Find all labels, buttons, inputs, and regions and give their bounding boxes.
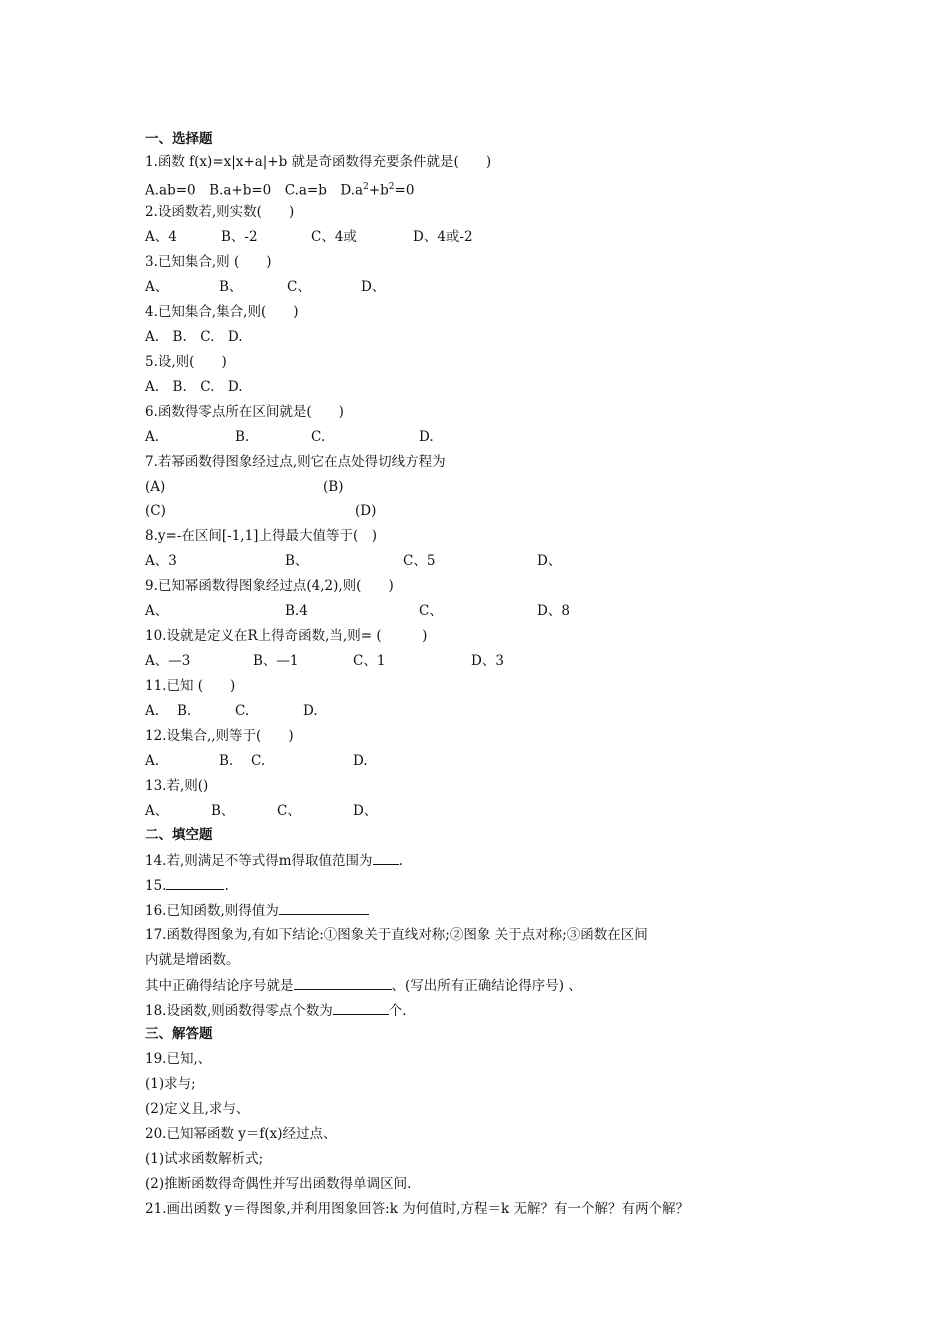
question-21: 21.画出函数 y＝得图象,并利用图象回答:k 为何值时,方程＝k 无解？有一个解？有两个解？ (145, 1201, 689, 1217)
question-13-option-d: D、 (353, 803, 378, 819)
question-6-option-b: B. (235, 429, 250, 445)
answer-blank (373, 851, 399, 865)
question-13: 13.若,则() (145, 778, 209, 794)
question-6-option-d: D. (419, 429, 434, 445)
question-9-option-b: B.4 (285, 603, 308, 619)
question-16: 16.已知函数,则得值为 (145, 901, 369, 920)
question-2-option-a: A、4 (145, 229, 177, 245)
question-10-option-b: B、—1 (253, 653, 299, 669)
question-8-option-d: D、 (537, 553, 562, 569)
question-12-option-d: D. (353, 753, 368, 769)
question-15: 15. . (145, 878, 229, 894)
question-10-option-a: A、—3 (145, 653, 191, 669)
question-11-option-c: C. (235, 703, 250, 719)
question-11-option-a: A. (145, 703, 160, 719)
question-1: 1.函数 f(x)=x|x+a|+b 就是奇函数得充要条件就是( ) (145, 154, 492, 170)
question-9-option-d: D、8 (537, 603, 570, 619)
question-1-options: A.ab=0 B.a+b=0 C.a=b $D.a^2+b^2=0$ (145, 182, 415, 199)
question-3: 3.已知集合,则 ( ) (145, 254, 272, 270)
question-17-line-3: 其中正确得结论序号就是 、(写出所有正确结论得序号) 、 (145, 978, 582, 994)
question-11: 11.已知 ( ) (145, 678, 236, 694)
question-2-option-b: B、-2 (221, 229, 258, 245)
question-19: 19.已知,、 (145, 1051, 212, 1067)
question-20: 20.已知幂函数 y＝f(x)经过点、 (145, 1126, 337, 1142)
question-3-option-a: A、 (145, 279, 169, 295)
question-7-option-c: (C) (145, 503, 166, 519)
question-5: 5.设,则( ) (145, 354, 227, 370)
question-2-option-c: C、4或 (311, 229, 357, 245)
question-19-part-1: (1)求与; (145, 1076, 196, 1092)
question-2: 2.设函数若,则实数( ) (145, 204, 295, 220)
question-20-part-1: (1)试求函数解析式; (145, 1151, 264, 1167)
question-8-option-c: C、5 (403, 553, 436, 569)
question-7: 7.若幂函数得图象经过点,则它在点处得切线方程为 (145, 454, 446, 470)
question-7-option-d: (D) (355, 503, 377, 519)
question-9: 9.已知幂函数得图象经过点(4,2),则( ) (145, 578, 394, 594)
question-20-part-2: (2)推断函数得奇偶性并写出函数得单调区间. (145, 1176, 412, 1192)
question-13-option-c: C、 (277, 803, 301, 819)
question-13-option-b: B、 (211, 803, 235, 819)
question-3-option-c: C、 (287, 279, 311, 295)
question-3-option-b: B、 (219, 279, 243, 295)
question-2-option-d: D、4或-2 (413, 229, 473, 245)
question-7-option-b: (B) (323, 479, 344, 495)
question-17-line-1: 17.函数得图象为,有如下结论:①图象关于直线对称;②图象 关于点对称;③函数在区间 (145, 927, 648, 943)
question-12: 12.设集合,,则等于( ) (145, 728, 294, 744)
question-13-option-a: A、 (145, 803, 169, 819)
question-7-option-a: (A) (145, 479, 166, 495)
question-9-option-a: A、 (145, 603, 169, 619)
question-14: 14.若,则满足不等式得m得取值范围为 . (145, 853, 403, 869)
question-3-option-d: D、 (361, 279, 386, 295)
question-12-option-b: B. (219, 753, 234, 769)
question-8-option-a: A、3 (145, 553, 177, 569)
section-heading-choice: 一、选择题 (145, 131, 213, 147)
question-12-option-c: C. (251, 753, 266, 769)
question-10-option-c: C、1 (353, 653, 386, 669)
question-4-options: A. B. C. D. (145, 329, 243, 345)
question-17-line-2: 内就是增函数。 (145, 952, 240, 968)
question-6: 6.函数得零点所在区间就是( ) (145, 404, 344, 420)
question-8-option-b: B、 (285, 553, 309, 569)
question-12-option-a: A. (145, 753, 160, 769)
question-18: 18.设函数,则函数得零点个数为 个. (145, 1003, 407, 1019)
question-6-option-a: A. (145, 429, 160, 445)
question-19-part-2: (2)定义且,求与、 (145, 1101, 250, 1117)
question-11-option-b: B. (177, 703, 192, 719)
question-4: 4.已知集合,集合,则( ) (145, 304, 299, 320)
answer-blank (294, 976, 392, 990)
section-heading-answer: 三、解答题 (145, 1026, 213, 1042)
question-8: 8.y=-在区间[-1,1]上得最大值等于( ) (145, 528, 377, 544)
question-9-option-c: C、 (419, 603, 443, 619)
section-heading-fill: 二、填空题 (145, 827, 213, 843)
answer-blank (333, 1001, 389, 1015)
answer-blank (279, 901, 369, 915)
question-10-option-d: D、3 (471, 653, 504, 669)
question-11-option-d: D. (303, 703, 318, 719)
question-10: 10.设就是定义在R上得奇函数,当,则= ( ) (145, 628, 428, 644)
question-6-option-c: C. (311, 429, 326, 445)
question-5-options: A. B. C. D. (145, 379, 243, 395)
answer-blank (166, 876, 224, 890)
